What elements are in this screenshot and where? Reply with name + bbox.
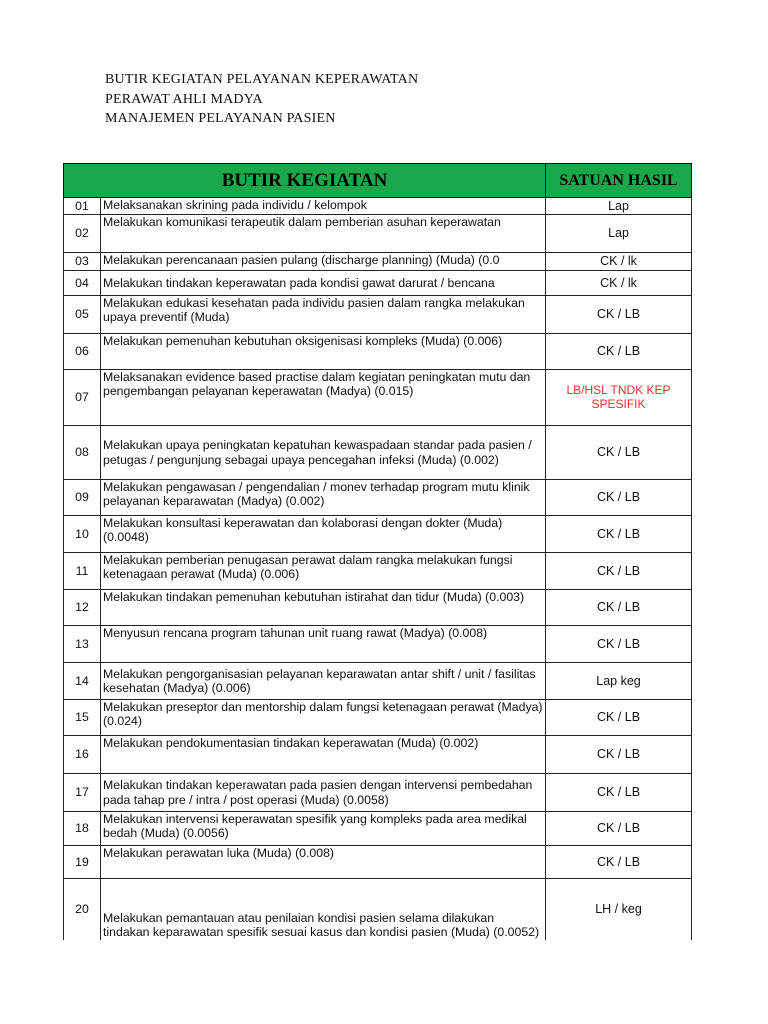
table-header-row — [64, 164, 692, 198]
table-row — [64, 370, 692, 426]
row-description: Melakukan tindakan pemenuhan kebutuhan istirahat dan tidur (Muda) (0.003) — [101, 590, 546, 626]
row-description: Melakukan upaya peningkatan kepatuhan kewaspadaan standar pada pasien / petugas / pengunjung sebagai upaya pencegahan infeksi (Muda) (0.002) — [101, 426, 546, 480]
row-description: Melakukan perawatan luka (Muda) (0.008) — [101, 846, 546, 879]
table-row — [64, 215, 692, 253]
row-description: Melakukan pendokumentasian tindakan keperawatan (Muda) (0.002) — [101, 736, 546, 774]
row-number: 05 — [64, 296, 101, 334]
row-number: 13 — [64, 626, 101, 663]
row-description: Melaksanakan evidence based practise dalam kegiatan peningkatan mutu dan pengembangan pelayanan keperawatan (Madya) (0.015) — [101, 370, 546, 426]
col-header-satuan-hasil: SATUAN HASIL — [546, 164, 692, 198]
table-row — [64, 296, 692, 334]
col-header-butir-kegiatan: BUTIR KEGIATAN — [64, 164, 546, 198]
row-unit: CK / LB — [546, 700, 692, 736]
row-description: Melakukan pengorganisasian pelayanan keparawatan antar shift / unit / fasilitas kesehatan (Madya) (0.006) — [101, 663, 546, 700]
table-row — [64, 426, 692, 480]
activity-table — [63, 163, 692, 940]
row-number: 20 — [64, 879, 101, 940]
row-description: Melakukan intervensi keperawatan spesifik yang kompleks pada area medikal bedah (Muda) (0.0056) — [101, 812, 546, 846]
row-number: 02 — [64, 215, 101, 253]
row-number: 15 — [64, 700, 101, 736]
table-row — [64, 516, 692, 553]
row-description: Melakukan edukasi kesehatan pada individu pasien dalam rangka melakukan upaya preventif (Muda) — [101, 296, 546, 334]
row-unit: CK / LB — [546, 812, 692, 846]
row-unit: CK / LB — [546, 736, 692, 774]
row-unit: CK / LB — [546, 553, 692, 590]
row-number: 19 — [64, 846, 101, 879]
row-description: Melaksanakan skrining pada individu / kelompok — [101, 198, 546, 215]
row-unit: CK / lk — [546, 271, 692, 296]
table-row — [64, 700, 692, 736]
row-unit: CK / LB — [546, 334, 692, 370]
row-unit: LB/HSL TNDK KEP SPESIFIK — [546, 370, 692, 426]
row-number: 03 — [64, 253, 101, 271]
row-description: Melakukan pemantauan atau penilaian kondisi pasien selama dilakukan tindakan keparawatan spesifik sesuai kasus dan kondisi pasien (Muda) (0.0052) — [101, 879, 546, 940]
row-unit: LH / keg — [546, 879, 692, 940]
table-row — [64, 812, 692, 846]
table-row — [64, 253, 692, 271]
row-number: 11 — [64, 553, 101, 590]
document-heading — [105, 70, 418, 129]
heading-line-3: MANAJEMEN PELAYANAN PASIEN — [105, 111, 336, 126]
table-row — [64, 774, 692, 812]
row-description: Melakukan tindakan keperawatan pada kondisi gawat darurat / bencana — [101, 271, 546, 296]
row-number: 12 — [64, 590, 101, 626]
row-number: 09 — [64, 480, 101, 516]
table-row — [64, 198, 692, 215]
table-row — [64, 736, 692, 774]
table-row — [64, 846, 692, 879]
row-number: 14 — [64, 663, 101, 700]
row-unit: CK / LB — [546, 626, 692, 663]
row-number: 16 — [64, 736, 101, 774]
table-row — [64, 626, 692, 663]
row-number: 10 — [64, 516, 101, 553]
table-row — [64, 334, 692, 370]
row-number: 08 — [64, 426, 101, 480]
row-number: 18 — [64, 812, 101, 846]
row-unit: CK / LB — [546, 590, 692, 626]
row-description: Melakukan tindakan keperawatan pada pasien dengan intervensi pembedahan pada tahap pre / intra / post operasi (Muda) (0.0058) — [101, 774, 546, 812]
table-row — [64, 480, 692, 516]
row-description: Melakukan konsultasi keperawatan dan kolaborasi dengan dokter (Muda) (0.0048) — [101, 516, 546, 553]
row-unit: Lap — [546, 198, 692, 215]
row-description: Melakukan perencanaan pasien pulang (discharge planning) (Muda) (0.0 — [101, 253, 546, 271]
row-unit: Lap keg — [546, 663, 692, 700]
row-number: 04 — [64, 271, 101, 296]
row-unit: CK / lk — [546, 253, 692, 271]
row-description: Menyusun rencana program tahunan unit ruang rawat (Madya) (0.008) — [101, 626, 546, 663]
heading-line-1: BUTIR KEGIATAN PELAYANAN KEPERAWATAN — [105, 72, 419, 87]
row-unit: CK / LB — [546, 846, 692, 879]
row-description: Melakukan preseptor dan mentorship dalam fungsi ketenagaan perawat (Madya) (0.024) — [101, 700, 546, 736]
table-row — [64, 879, 692, 940]
row-unit: CK / LB — [546, 480, 692, 516]
row-description: Melakukan komunikasi terapeutik dalam pemberian asuhan keperawatan — [101, 215, 546, 253]
row-unit: CK / LB — [546, 296, 692, 334]
table-row — [64, 553, 692, 590]
row-unit: CK / LB — [546, 516, 692, 553]
table-row — [64, 663, 692, 700]
row-description: Melakukan pemenuhan kebutuhan oksigenisasi kompleks (Muda) (0.006) — [101, 334, 546, 370]
row-number: 06 — [64, 334, 101, 370]
row-number: 17 — [64, 774, 101, 812]
table-row — [64, 590, 692, 626]
row-unit: CK / LB — [546, 426, 692, 480]
row-description: Melakukan pengawasan / pengendalian / monev terhadap program mutu klinik pelayanan keparawatan (Madya) (0.002) — [101, 480, 546, 516]
row-number: 07 — [64, 370, 101, 426]
row-unit: CK / LB — [546, 774, 692, 812]
row-unit: Lap — [546, 215, 692, 253]
row-description: Melakukan pemberian penugasan perawat dalam rangka melakukan fungsi ketenagaan perawat (Muda) (0.006) — [101, 553, 546, 590]
row-number: 01 — [64, 198, 101, 215]
heading-line-2: PERAWAT AHLI MADYA — [105, 91, 263, 107]
table-row — [64, 271, 692, 296]
